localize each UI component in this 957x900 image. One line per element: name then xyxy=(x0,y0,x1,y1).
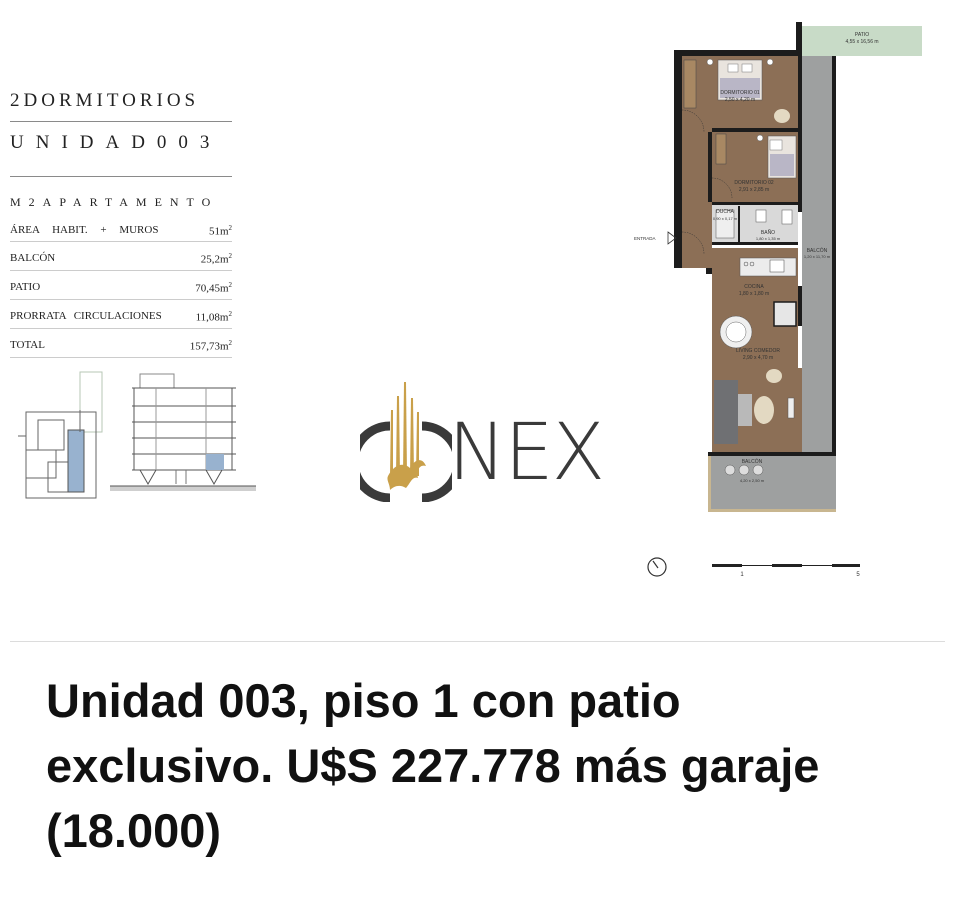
balcon-side-dim: 1,20 x 11,70 m xyxy=(803,254,831,259)
scale-bar xyxy=(712,560,868,584)
spec-row-rule xyxy=(10,299,232,300)
spec-label: PRORRATA CIRCULACIONES xyxy=(10,310,162,322)
spec-value: $51m^2$ xyxy=(208,224,232,238)
ducha-label: DUCHA xyxy=(716,209,734,215)
ducha-dim: 0,90 x 0,17 m xyxy=(712,216,738,221)
living-dim: 2,90 x 4,70 m xyxy=(742,355,774,361)
onex-logo xyxy=(360,380,604,502)
bano-label: BAÑO xyxy=(760,230,776,236)
spec-label: BALCÓN xyxy=(10,252,56,264)
dorm1-label: DORMITORIO 01 xyxy=(720,90,760,96)
spec-label: ÁREA HABIT. + MUROS xyxy=(10,224,159,236)
spec-title: 2DORMITORIOS xyxy=(10,90,200,111)
onex-emblem-icon xyxy=(360,380,452,502)
spec-value: $157,73m^2$ xyxy=(189,339,232,353)
cocina-label: COCINA xyxy=(744,284,764,290)
unit-title: UNIDAD003 xyxy=(10,132,222,153)
scale-mark-5: 5 xyxy=(856,572,860,578)
hallway xyxy=(682,128,712,268)
bano-dim: 1,80 x 1,35 m xyxy=(755,236,781,241)
spec-label: TOTAL xyxy=(10,339,45,351)
spec-rule-2 xyxy=(10,176,232,177)
scale-mark-1: 1 xyxy=(740,572,744,578)
spec-value: $70,45m^2$ xyxy=(195,281,232,295)
front-balcony xyxy=(708,456,836,512)
cocina-dim: 1,80 x 1,80 m xyxy=(738,291,770,297)
key-plan-diagram xyxy=(18,370,108,502)
spec-row-rule xyxy=(10,357,232,358)
compass-icon xyxy=(645,555,669,579)
spec-row-area xyxy=(10,224,232,238)
spec-label: PATIO xyxy=(10,281,41,293)
section-title: M2APARTAMENTO xyxy=(10,195,219,209)
side-balcony xyxy=(802,56,832,512)
patio-dim: 4,55 x 16,56 m xyxy=(845,39,879,45)
spec-rule-1 xyxy=(10,121,232,122)
onex-wordmark: NEX xyxy=(448,408,604,498)
spec-row-total xyxy=(10,339,232,353)
building-section-diagram xyxy=(110,370,258,498)
spec-row-prorrata xyxy=(10,310,232,324)
dorm2-dim: 2,91 x 2,85 m xyxy=(738,187,770,193)
listing-caption: Unidad 003, piso 1 con patio exclusivo. U$S 227.778 más garaje (18.000) xyxy=(46,674,820,857)
balcon-side-label: BALCÓN xyxy=(806,248,828,254)
patio-label: PATIO xyxy=(854,32,870,38)
caption-divider xyxy=(10,641,945,642)
dorm2-label: DORMITORIO 02 xyxy=(734,180,774,186)
floor-plan xyxy=(632,20,932,520)
spec-value: $25,2m^2$ xyxy=(200,252,232,266)
spec-value: $11,08m^2$ xyxy=(195,310,232,324)
dorm1-dim: 2,50 x 4,20 m xyxy=(724,97,756,103)
spec-row-rule xyxy=(10,328,232,329)
spec-row-rule xyxy=(10,241,232,242)
spec-row-patio xyxy=(10,281,232,295)
balcon-front-label: BALCÓN xyxy=(741,459,763,465)
balcon-front-dim: 4,20 x 2,50 m xyxy=(739,478,765,483)
spec-row-balcon xyxy=(10,252,232,266)
entrada-label: ENTRADA xyxy=(634,236,656,241)
living-label: LIVING COMEDOR xyxy=(736,348,780,354)
spec-row-rule xyxy=(10,270,232,271)
